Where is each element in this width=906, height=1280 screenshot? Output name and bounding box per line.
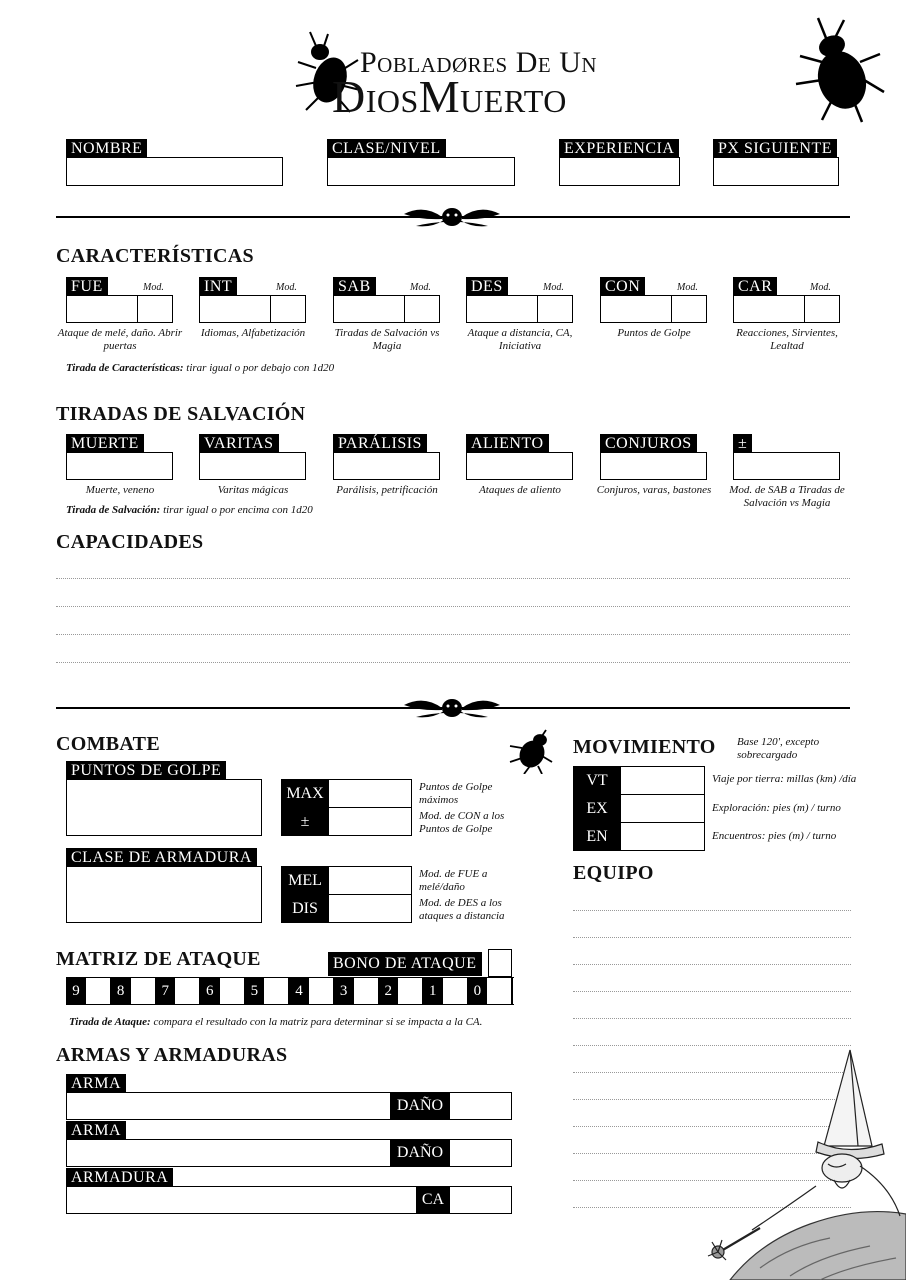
equipo-heading: EQUIPO bbox=[573, 862, 654, 884]
mod-label: Mod. bbox=[810, 282, 831, 293]
matrix-number: 2 bbox=[378, 977, 398, 1005]
stat-fue-mod-field[interactable] bbox=[137, 295, 173, 323]
capacidades-heading: CAPACIDADES bbox=[56, 531, 204, 553]
equipo-line[interactable] bbox=[573, 937, 851, 938]
stat-con-mod-field[interactable] bbox=[671, 295, 707, 323]
experiencia-field[interactable] bbox=[559, 157, 680, 186]
matrix-end bbox=[512, 977, 514, 1005]
matrix-number: 0 bbox=[467, 977, 487, 1005]
mel-desc: Mod. de FUE a melé/daño bbox=[419, 868, 488, 893]
capacidades-line[interactable] bbox=[56, 634, 850, 635]
dano-2-field[interactable] bbox=[449, 1139, 512, 1167]
capacidades-line[interactable] bbox=[56, 606, 850, 607]
dano-1-field[interactable] bbox=[449, 1092, 512, 1120]
hp-mod-field[interactable] bbox=[328, 807, 412, 836]
matrix-number: 3 bbox=[334, 977, 354, 1005]
hp-field[interactable] bbox=[66, 779, 262, 836]
matrix-number: 9 bbox=[66, 977, 86, 1005]
ca-field[interactable] bbox=[449, 1186, 512, 1214]
save-label-aliento: ALIENTO bbox=[466, 434, 549, 454]
save-muerte-field[interactable] bbox=[66, 452, 173, 480]
px-siguiente-field[interactable] bbox=[713, 157, 839, 186]
matrix-number: 1 bbox=[423, 977, 443, 1005]
stat-int-mod-field[interactable] bbox=[270, 295, 306, 323]
caracteristicas-heading: CARACTERÍSTICAS bbox=[56, 245, 254, 267]
combate-heading: COMBATE bbox=[56, 733, 160, 755]
matrix-number: 5 bbox=[244, 977, 264, 1005]
stat-des-mod-field[interactable] bbox=[537, 295, 573, 323]
save-conjuros-desc: Conjuros, varas, bastones bbox=[596, 484, 712, 496]
bono-ataque-label: BONO DE ATAQUE bbox=[328, 952, 482, 976]
save-varitas-field[interactable] bbox=[199, 452, 306, 480]
dis-field[interactable] bbox=[328, 894, 412, 923]
mod-label: Mod. bbox=[543, 282, 564, 293]
mod-label: Mod. bbox=[143, 282, 164, 293]
dano-label: DAÑO bbox=[390, 1093, 450, 1119]
stat-sab-mod-field[interactable] bbox=[404, 295, 440, 323]
en-field[interactable] bbox=[620, 822, 705, 851]
stat-car-mod-field[interactable] bbox=[804, 295, 840, 323]
clase-nivel-field[interactable] bbox=[327, 157, 515, 186]
dis-desc: Mod. de DES a los ataques a distancia bbox=[419, 897, 505, 922]
armadura-label: ARMADURA bbox=[66, 1168, 173, 1188]
nombre-label: NOMBRE bbox=[66, 139, 147, 159]
bono-ataque-field[interactable] bbox=[488, 949, 512, 977]
ac-field[interactable] bbox=[66, 866, 262, 923]
en-desc: Encuentros: pies (m) / turno bbox=[712, 830, 837, 842]
movimiento-base: Base 120', excepto sobrecargado bbox=[737, 736, 820, 761]
mod-label: Mod. bbox=[410, 282, 431, 293]
stat-car-field[interactable] bbox=[733, 295, 806, 323]
stat-fue-field[interactable] bbox=[66, 295, 139, 323]
beetle-icon bbox=[508, 728, 554, 774]
vt-label: VT bbox=[573, 766, 621, 795]
ex-desc: Exploración: pies (m) / turno bbox=[712, 802, 841, 814]
beetle-icon bbox=[792, 14, 888, 126]
max-hp-field[interactable] bbox=[328, 779, 412, 808]
save-varitas-desc: Varitas mágicas bbox=[217, 484, 289, 496]
clase-nivel-label: CLASE/NIVEL bbox=[327, 139, 446, 159]
vt-field[interactable] bbox=[620, 766, 705, 795]
capacidades-line[interactable] bbox=[56, 662, 850, 663]
title-line-2: DiosMuerto bbox=[332, 71, 567, 122]
stat-des-desc: Ataque a distancia, CA, Iniciativa bbox=[467, 327, 573, 352]
stat-des-field[interactable] bbox=[466, 295, 539, 323]
stat-sab-field[interactable] bbox=[333, 295, 406, 323]
save-aliento-desc: Ataques de aliento bbox=[479, 484, 561, 496]
dano-label: DAÑO bbox=[390, 1140, 450, 1166]
ac-label: CLASE DE ARMADURA bbox=[66, 848, 257, 868]
save-muerte-desc: Muerte, veneno bbox=[85, 484, 155, 496]
title-line-1: Pobladøres De Un bbox=[360, 46, 598, 79]
save-paralisis-desc: Parálisis, petrificación bbox=[336, 484, 438, 496]
save-label-plusminus: ± bbox=[733, 434, 752, 454]
experiencia-label: EXPERIENCIA bbox=[559, 139, 679, 159]
stat-label-con: CON bbox=[600, 277, 645, 297]
stat-con-field[interactable] bbox=[600, 295, 673, 323]
ex-label: EX bbox=[573, 794, 621, 823]
save-conjuros-field[interactable] bbox=[600, 452, 707, 480]
matrix-number: 4 bbox=[289, 977, 309, 1005]
save-plusminus-field[interactable] bbox=[733, 452, 840, 480]
hp-mod-desc: Mod. de CON a los Puntos de Golpe bbox=[419, 810, 505, 835]
save-label-paralisis: PARÁLISIS bbox=[333, 434, 427, 454]
caracteristicas-note: Tirada de Características: tirar igual o por debajo con 1d20 bbox=[66, 362, 335, 374]
matriz-heading: MATRIZ DE ATAQUE bbox=[56, 948, 261, 970]
hp-label: PUNTOS DE GOLPE bbox=[66, 761, 226, 781]
stat-int-desc: Idiomas, Alfabetización bbox=[200, 327, 306, 339]
armas-heading: ARMAS Y ARMADURAS bbox=[56, 1044, 288, 1066]
moth-ornament-icon bbox=[402, 204, 502, 230]
mel-field[interactable] bbox=[328, 866, 412, 895]
wizard-illustration-icon bbox=[700, 1046, 906, 1280]
movimiento-heading: MOVIMIENTO bbox=[573, 736, 716, 758]
equipo-line[interactable] bbox=[573, 964, 851, 965]
equipo-line[interactable] bbox=[573, 991, 851, 992]
save-aliento-field[interactable] bbox=[466, 452, 573, 480]
arma-label: ARMA bbox=[66, 1074, 126, 1094]
stat-car-desc: Reacciones, Sirvientes, Lealtad bbox=[736, 327, 838, 352]
vt-desc: Viaje por tierra: millas (km) /día bbox=[712, 773, 857, 785]
stat-label-car: CAR bbox=[733, 277, 777, 297]
salvacion-note: Tirada de Salvación: tirar igual o por encima con 1d20 bbox=[66, 504, 313, 516]
stat-fue-desc: Ataque de melé, daño. Abrir puertas bbox=[57, 327, 183, 352]
max-label: MAX bbox=[281, 779, 329, 808]
en-label: EN bbox=[573, 822, 621, 851]
matriz-note: Tirada de Ataque: compara el resultado con la matriz para determinar si se impacta a la CA. bbox=[69, 1016, 483, 1028]
mod-label: Mod. bbox=[276, 282, 297, 293]
save-plusminus-desc: Mod. de SAB a Tiradas de Salvación vs Magia bbox=[729, 484, 845, 509]
save-label-muerte: MUERTE bbox=[66, 434, 144, 454]
moth-ornament-icon bbox=[402, 695, 502, 721]
stat-con-desc: Puntos de Golpe bbox=[617, 327, 691, 339]
ca-label: CA bbox=[416, 1187, 450, 1213]
salvacion-heading: TIRADAS DE SALVACIÓN bbox=[56, 403, 306, 425]
arma-label: ARMA bbox=[66, 1121, 126, 1141]
stat-label-sab: SAB bbox=[333, 277, 376, 297]
save-label-varitas: VARITAS bbox=[199, 434, 279, 454]
hp-mod-label: ± bbox=[281, 807, 329, 836]
equipo-line[interactable] bbox=[573, 910, 851, 911]
stat-label-fue: FUE bbox=[66, 277, 108, 297]
stat-label-des: DES bbox=[466, 277, 508, 297]
mel-label: MEL bbox=[281, 866, 329, 895]
mod-label: Mod. bbox=[677, 282, 698, 293]
ex-field[interactable] bbox=[620, 794, 705, 823]
stat-label-int: INT bbox=[199, 277, 237, 297]
equipo-line[interactable] bbox=[573, 1018, 851, 1019]
matrix-number: 7 bbox=[155, 977, 175, 1005]
capacidades-line[interactable] bbox=[56, 578, 850, 579]
dis-label: DIS bbox=[281, 894, 329, 923]
max-hp-desc: Puntos de Golpe máximos bbox=[419, 781, 493, 806]
nombre-field[interactable] bbox=[66, 157, 283, 186]
stat-int-field[interactable] bbox=[199, 295, 272, 323]
matrix-number: 8 bbox=[111, 977, 131, 1005]
save-paralisis-field[interactable] bbox=[333, 452, 440, 480]
save-label-conjuros: CONJUROS bbox=[600, 434, 697, 454]
matrix-number: 6 bbox=[200, 977, 220, 1005]
px-siguiente-label: PX SIGUIENTE bbox=[713, 139, 837, 159]
stat-sab-desc: Tiradas de Salvación vs Magia bbox=[334, 327, 440, 352]
